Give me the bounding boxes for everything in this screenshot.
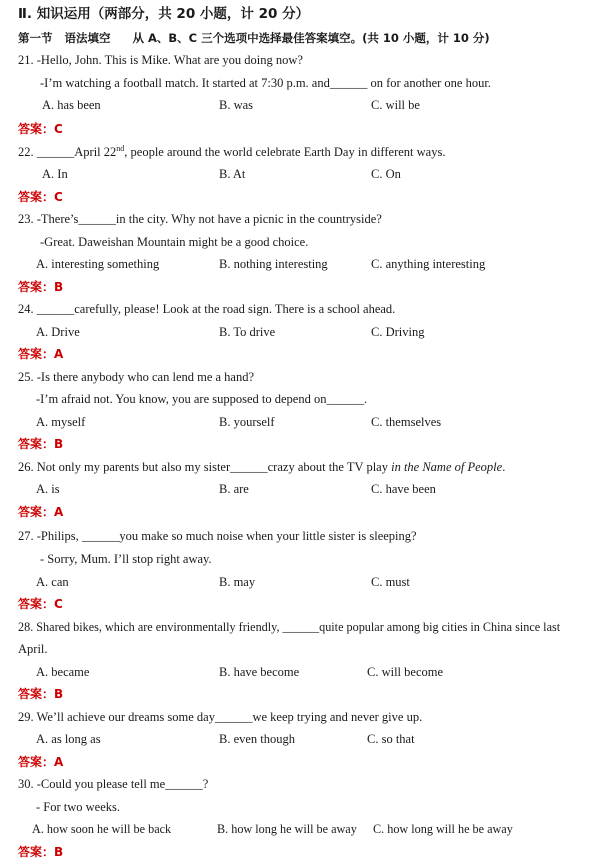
question-28-stem: 28. Shared bikes, which are environmentally friendly, ______quite popular among big cities in China since last xyxy=(18,620,561,634)
question-21-stem: 21. -Hello, John. This is Mike. What are you doing now? xyxy=(18,53,303,67)
question-21-answer xyxy=(18,121,63,137)
answer-letter: B xyxy=(54,280,64,294)
subsection-label: 第一节 xyxy=(18,31,53,45)
answer-prefix: 答案： xyxy=(18,190,55,204)
question-26-option-c: C. have been xyxy=(371,482,436,496)
question-22-option-a: A. In xyxy=(42,167,68,181)
question-22-superscript: nd xyxy=(116,143,125,153)
question-22-text-b: , people around the world celebrate Earth Day in different ways. xyxy=(124,145,446,159)
question-21-line-2: -I’m watching a football match. It started at 7:30 p.m. and______ on for another one hour. xyxy=(40,76,491,90)
question-24-option-a: A. Drive xyxy=(36,325,80,339)
question-26-option-b: B. are xyxy=(219,482,249,496)
question-25-option-a: A. myself xyxy=(36,415,86,429)
answer-letter: C xyxy=(54,190,63,204)
answer-prefix: 答案： xyxy=(18,687,55,701)
question-28-option-c: C. will become xyxy=(367,665,444,679)
question-27-line-2: - Sorry, Mum. I’ll stop right away. xyxy=(40,552,212,566)
question-30-stem: 30. -Could you please tell me______? xyxy=(18,777,209,791)
question-21-option-b: B. was xyxy=(219,98,254,112)
answer-prefix: 答案： xyxy=(18,755,55,769)
question-30-line-2: - For two weeks. xyxy=(36,800,121,814)
question-27-option-a: A. can xyxy=(36,575,69,589)
question-29-stem: 29. We’ll achieve our dreams some day______we keep trying and never give up. xyxy=(18,710,423,724)
subsection-header xyxy=(18,30,490,46)
question-23-line-2: -Great. Daweishan Mountain might be a good choice. xyxy=(40,235,309,249)
question-28-option-b: B. have become xyxy=(219,665,300,679)
question-23-stem: 23. -There’s______in the city. Why not have a picnic in the countryside? xyxy=(18,212,382,226)
answer-prefix: 答案： xyxy=(18,437,55,451)
answer-letter: B xyxy=(54,687,64,701)
answer-prefix: 答案： xyxy=(18,122,55,136)
question-25-option-b: B. yourself xyxy=(219,415,275,429)
question-24-stem: 24. ______carefully, please! Look at the road sign. There is a school ahead. xyxy=(18,302,396,316)
question-28-option-a: A. became xyxy=(36,665,90,679)
question-30-answer xyxy=(18,844,63,860)
subsection-instructions: 从 A、B、C 三个选项中选择最佳答案填空。(共 10 小题，计 10 分) xyxy=(132,31,490,45)
question-27-option-c: C. must xyxy=(371,575,410,589)
question-22-option-b: B. At xyxy=(219,167,246,181)
question-25-answer xyxy=(18,436,63,452)
question-22-option-c: C. On xyxy=(371,167,401,181)
question-27-answer xyxy=(18,596,63,612)
question-22-answer xyxy=(18,189,63,205)
question-24-option-b: B. To drive xyxy=(219,325,276,339)
question-26-italic-title: in the Name of People xyxy=(391,460,503,474)
section-title: Ⅱ. 知识运用（两部分，共 20 小题，计 20 分） xyxy=(18,6,310,22)
answer-letter: B xyxy=(54,845,64,859)
answer-letter: B xyxy=(54,437,64,451)
question-29-option-b: B. even though xyxy=(219,732,296,746)
question-25-option-c: C. themselves xyxy=(371,415,442,429)
question-23-option-a: A. interesting something xyxy=(36,257,160,271)
question-26-answer xyxy=(18,504,63,520)
question-30-option-a: A. how soon he will be back xyxy=(32,822,172,836)
answer-letter: A xyxy=(54,347,64,361)
answer-prefix: 答案： xyxy=(18,347,55,361)
question-26-text: 26. Not only my parents but also my sister______crazy about the TV play xyxy=(18,460,392,474)
answer-letter: C xyxy=(54,122,63,136)
question-27-option-b: B. may xyxy=(219,575,256,589)
question-22-text-a: 22. ______April 22 xyxy=(18,145,117,159)
question-23-option-c: C. anything interesting xyxy=(371,257,486,271)
question-28-answer xyxy=(18,686,63,702)
question-25-line-2: -I’m afraid not. You know, you are supposed to depend on______. xyxy=(36,392,368,406)
question-26-option-a: A. is xyxy=(36,482,60,496)
question-22-stem xyxy=(18,144,445,160)
question-21-option-a: A. has been xyxy=(42,98,101,112)
question-25-stem: 25. -Is there anybody who can lend me a hand? xyxy=(18,370,255,384)
question-23-option-b: B. nothing interesting xyxy=(219,257,328,271)
question-26-period: . xyxy=(502,460,506,474)
question-30-option-c: C. how long will he be away xyxy=(373,822,513,836)
answer-prefix: 答案： xyxy=(18,597,55,611)
question-29-option-a: A. as long as xyxy=(36,732,101,746)
answer-letter: A xyxy=(54,505,64,519)
answer-letter: C xyxy=(54,597,63,611)
answer-prefix: 答案： xyxy=(18,280,55,294)
question-26-stem xyxy=(18,459,505,475)
question-24-option-c: C. Driving xyxy=(371,325,425,339)
question-23-answer xyxy=(18,279,63,295)
answer-letter: A xyxy=(54,755,64,769)
question-28-line-2: April. xyxy=(18,642,48,656)
answer-prefix: 答案： xyxy=(18,505,55,519)
question-30-option-b: B. how long he will be away xyxy=(217,822,357,836)
question-29-answer xyxy=(18,754,63,770)
question-27-stem: 27. -Philips, ______you make so much noise when your little sister is sleeping? xyxy=(18,529,417,543)
question-24-answer xyxy=(18,346,63,362)
subsection-name: 语法填空 xyxy=(64,31,111,45)
answer-prefix: 答案： xyxy=(18,845,55,859)
question-21-option-c: C. will be xyxy=(371,98,420,112)
question-29-option-c: C. so that xyxy=(367,732,415,746)
